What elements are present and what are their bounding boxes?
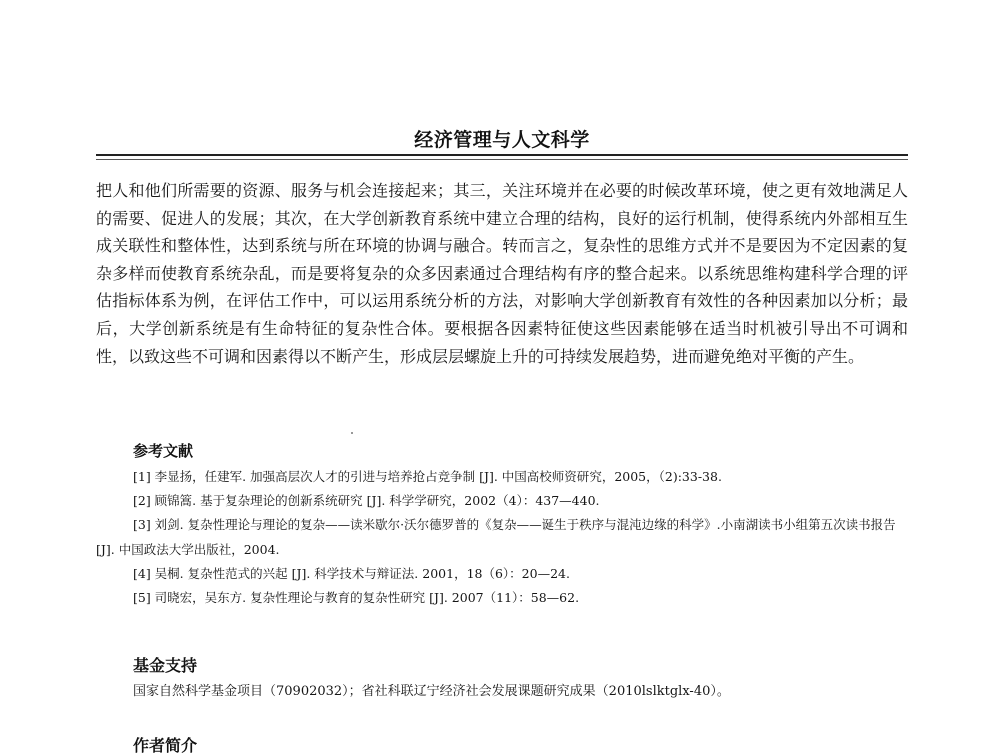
reference-item: [2] 顾锦篙. 基于复杂理论的创新系统研究 [J]. 科学学研究，2002（4）：437—440. bbox=[133, 493, 600, 509]
reference-item: [5] 司晓宏，吴东方. 复杂性理论与教育的复杂性研究 [J]. 2007（11）：58—62. bbox=[133, 590, 580, 606]
funding-heading: 基金支持 bbox=[133, 656, 198, 675]
reference-item: [1] 李显扬，任建军. 加强高层次人才的引进与培养抢占竞争制 [J]. 中国高校师资研究，2005，（2):33-38. bbox=[133, 469, 722, 484]
references-heading: 参考文献 bbox=[133, 442, 194, 460]
body-paragraph: 把人和他们所需要的资源、服务与机会连接起来；其三，关注环境并在必要的时候改革环境，使之更有效地满足人的需要、促进人的发展；其次，在大学创新教育系统中建立合理的结构，良好的运行机制，使得系统内外部相互生成关联性和整体性，达到系统与所在环境的协调与融合。转而言之，复杂性的思维方式并不是要因为不定因素的复杂多样而使教育系统杂乱，而是要将复杂的众多因素通过合理结构有序的整合起来。以系统思维构建科学合理的评估指标体系为例，在评估工作中，可以运用系统分析的方法，对影响大学创新教育有效性的各种因素加以分析；最后，大学创新系统是有生命特征的复杂性合体。要根据各因素特征使这些因素能够在适当时机被引导出不可调和性，以致这些不可调和因素得以不断产生，形成层层螺旋上升的可持续发展趋势，进而避免绝对平衡的产生。 bbox=[96, 181, 908, 366]
running-header: 经济管理与人文科学 bbox=[414, 129, 590, 151]
references-list bbox=[96, 465, 908, 610]
header-rule-thin bbox=[96, 159, 908, 160]
reference-item: [3] 刘剑. 复杂性理论与理论的复杂——读米歇尔·沃尔德罗普的《复杂——诞生于秩序与混沌边缘的科学》.小南湖读书小组第五次读书报告 [J]. 中国政法大学出版社，2004. bbox=[96, 517, 896, 557]
header-rule-thick bbox=[96, 154, 908, 156]
reference-item: [4] 吴桐. 复杂性范式的兴起 [J]. 科学技术与辩证法. 2001，18（6）：20—24. bbox=[133, 565, 570, 581]
funding-text: 国家自然科学基金项目（70902032）；省社科联辽宁经济社会发展课题研究成果（2010lslktglx-40）。 bbox=[133, 684, 730, 699]
scan-speck bbox=[351, 432, 353, 434]
author-bio-heading: 作者简介 bbox=[133, 736, 198, 755]
